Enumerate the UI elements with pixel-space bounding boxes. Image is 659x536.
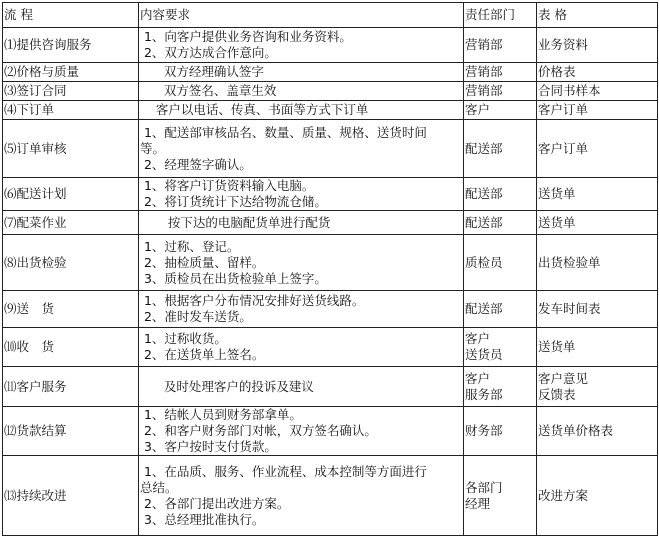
dept-cell-line: 营销部 <box>465 83 503 98</box>
dept-cell-line: 财务部 <box>465 423 503 438</box>
dept-cell-line: 服务部 <box>465 386 503 402</box>
form-cell <box>537 328 658 367</box>
content-cell-line: 双方签名、盖章生效 <box>140 83 277 98</box>
content-cell <box>139 407 464 456</box>
content-cell-line: 1、过称收货。 <box>140 331 227 346</box>
form-cell <box>537 211 658 235</box>
table-row <box>3 328 658 367</box>
dept-cell <box>464 211 537 235</box>
dept-cell-line: 客户 <box>465 370 491 386</box>
content-cell-line: 1、在品质、服务、作业流程、成本控制等方面进行 <box>140 463 427 479</box>
step-cell: ⑵价格与质量 <box>3 63 139 82</box>
dept-cell <box>464 291 537 328</box>
content-cell-line: 2、双方达成合作意向。 <box>140 45 277 60</box>
dept-cell-line: 营销部 <box>465 37 503 52</box>
dept-cell <box>464 63 537 82</box>
table-row <box>3 120 658 178</box>
header-form: 表 格 <box>537 3 658 28</box>
dept-cell <box>464 407 537 456</box>
form-cell-line: 业务资料 <box>538 37 589 52</box>
form-cell <box>537 291 658 328</box>
form-cell-line: 客户订单 <box>538 102 589 117</box>
content-cell <box>139 28 464 63</box>
form-cell-line: 送货单 <box>538 214 576 230</box>
content-cell-line: 2、各部门提出改进方案。 <box>140 495 290 511</box>
header-content: 内容要求 <box>139 3 464 28</box>
table-row <box>3 178 658 211</box>
content-cell <box>139 291 464 328</box>
content-cell <box>139 211 464 235</box>
content-cell <box>139 456 464 536</box>
content-cell-line: 1、根据客户分布情况安排好送货线路。 <box>140 293 365 308</box>
table-row <box>3 82 658 101</box>
header-row <box>3 3 658 28</box>
step-cell: ⑺配菜作业 <box>3 211 139 235</box>
form-cell-line: 发车时间表 <box>538 301 601 316</box>
form-cell <box>537 178 658 211</box>
dept-cell-line: 经理 <box>465 495 491 511</box>
content-cell-line: 1、配送部审核品名、数量、质量、规格、送货时间 <box>140 124 427 140</box>
dept-cell <box>464 456 537 536</box>
step-cell: ⒀持续改进 <box>3 456 139 536</box>
table-row <box>3 407 658 456</box>
step-cell: ⑸订单审核 <box>3 120 139 178</box>
content-cell-line: 及时处理客户的投诉及建议 <box>140 378 314 394</box>
content-cell-line: 2、和客户财务部门对帐，双方签名确认。 <box>140 423 377 438</box>
dept-cell-line: 配送部 <box>465 140 503 156</box>
table-row <box>3 63 658 82</box>
dept-cell <box>464 28 537 63</box>
table-row <box>3 291 658 328</box>
content-cell-line: 双方经理确认签字 <box>140 64 264 79</box>
content-cell <box>139 63 464 82</box>
dept-cell-line: 配送部 <box>465 214 503 230</box>
dept-cell-line: 客户 <box>465 331 491 346</box>
table-row <box>3 101 658 120</box>
content-cell <box>139 178 464 211</box>
form-cell-line: 送货单 <box>538 186 576 201</box>
form-cell-line: 价格表 <box>538 64 576 79</box>
content-cell-line: 1、结帐人员到财务部拿单。 <box>140 407 302 422</box>
content-cell-line: 2、将订货统计下达给物流仓储。 <box>140 194 327 209</box>
dept-cell-line: 质检员 <box>465 254 503 270</box>
form-cell <box>537 407 658 456</box>
content-cell-line: 3、总经理批准执行。 <box>140 511 265 527</box>
step-cell: ⑾客户服务 <box>3 367 139 407</box>
form-cell <box>537 101 658 120</box>
form-cell <box>537 235 658 291</box>
content-cell <box>139 101 464 120</box>
step-cell: ⑶签订合同 <box>3 82 139 101</box>
content-cell <box>139 328 464 367</box>
dept-cell <box>464 235 537 291</box>
step-cell: ⑿货款结算 <box>3 407 139 456</box>
content-cell <box>139 235 464 291</box>
dept-cell-line: 客户 <box>465 102 491 117</box>
form-cell <box>537 456 658 536</box>
dept-cell-line: 送货员 <box>465 347 503 362</box>
content-cell <box>139 367 464 407</box>
form-cell <box>537 28 658 63</box>
table-row <box>3 211 658 235</box>
form-cell-line: 客户订单 <box>538 140 589 156</box>
header-dept: 责任部门 <box>464 3 537 28</box>
dept-cell-line: 各部门 <box>465 479 503 495</box>
step-cell: ⑷下订单 <box>3 101 139 120</box>
content-cell <box>139 120 464 178</box>
form-cell-line: 合同书样本 <box>538 83 601 98</box>
content-cell-line: 3、客户按时支付货款。 <box>140 439 277 454</box>
form-cell <box>537 82 658 101</box>
content-cell-line: 2、在送货单上签名。 <box>140 347 265 362</box>
form-cell-line: 客户意见 <box>538 370 589 386</box>
form-cell-line: 反馈表 <box>538 386 576 402</box>
form-cell <box>537 120 658 178</box>
form-cell-line: 送货单价格表 <box>538 423 614 438</box>
header-step: 流 程 <box>3 3 139 28</box>
form-cell-line: 出货检验单 <box>538 254 601 270</box>
form-cell-line: 送货单 <box>538 339 576 354</box>
dept-cell <box>464 178 537 211</box>
content-cell-line: 1、向客户提供业务咨询和业务资料。 <box>140 29 352 44</box>
content-cell-line: 按下达的电脑配货单进行配货 <box>140 214 331 230</box>
step-cell: ⑼送 货 <box>3 291 139 328</box>
content-cell <box>139 82 464 101</box>
dept-cell-line: 配送部 <box>465 301 503 316</box>
dept-cell-line: 配送部 <box>465 186 503 201</box>
dept-cell <box>464 120 537 178</box>
content-cell-line: 总结。 <box>140 479 178 495</box>
dept-cell <box>464 101 537 120</box>
step-cell: ⑻出货检验 <box>3 235 139 291</box>
table-row <box>3 456 658 536</box>
table-row <box>3 28 658 63</box>
content-cell-line: 2、抽检质量、留样。 <box>140 254 265 270</box>
dept-cell-line: 营销部 <box>465 64 503 79</box>
dept-cell <box>464 328 537 367</box>
content-cell-line: 2、准时发车送货。 <box>140 309 252 324</box>
form-cell <box>537 367 658 407</box>
dept-cell <box>464 82 537 101</box>
content-cell-line: 2、经理签字确认。 <box>140 156 252 172</box>
content-cell-line: 1、过称、登记。 <box>140 238 240 254</box>
content-cell-line: 客户以电话、传真、书面等方式下订单 <box>140 102 369 117</box>
table-row <box>3 367 658 407</box>
step-cell: ⑽收 货 <box>3 328 139 367</box>
table-row <box>3 235 658 291</box>
dept-cell <box>464 367 537 407</box>
form-cell-line: 改进方案 <box>538 487 589 503</box>
form-cell <box>537 63 658 82</box>
content-cell-line: 1、将客户订货资料输入电脑。 <box>140 178 315 193</box>
content-cell-line: 3、质检员在出货检验单上签字。 <box>140 270 327 286</box>
step-cell: ⑹配送计划 <box>3 178 139 211</box>
process-table <box>2 2 658 536</box>
content-cell-line: 等。 <box>140 140 166 156</box>
step-cell: ⑴提供咨询服务 <box>3 28 139 63</box>
